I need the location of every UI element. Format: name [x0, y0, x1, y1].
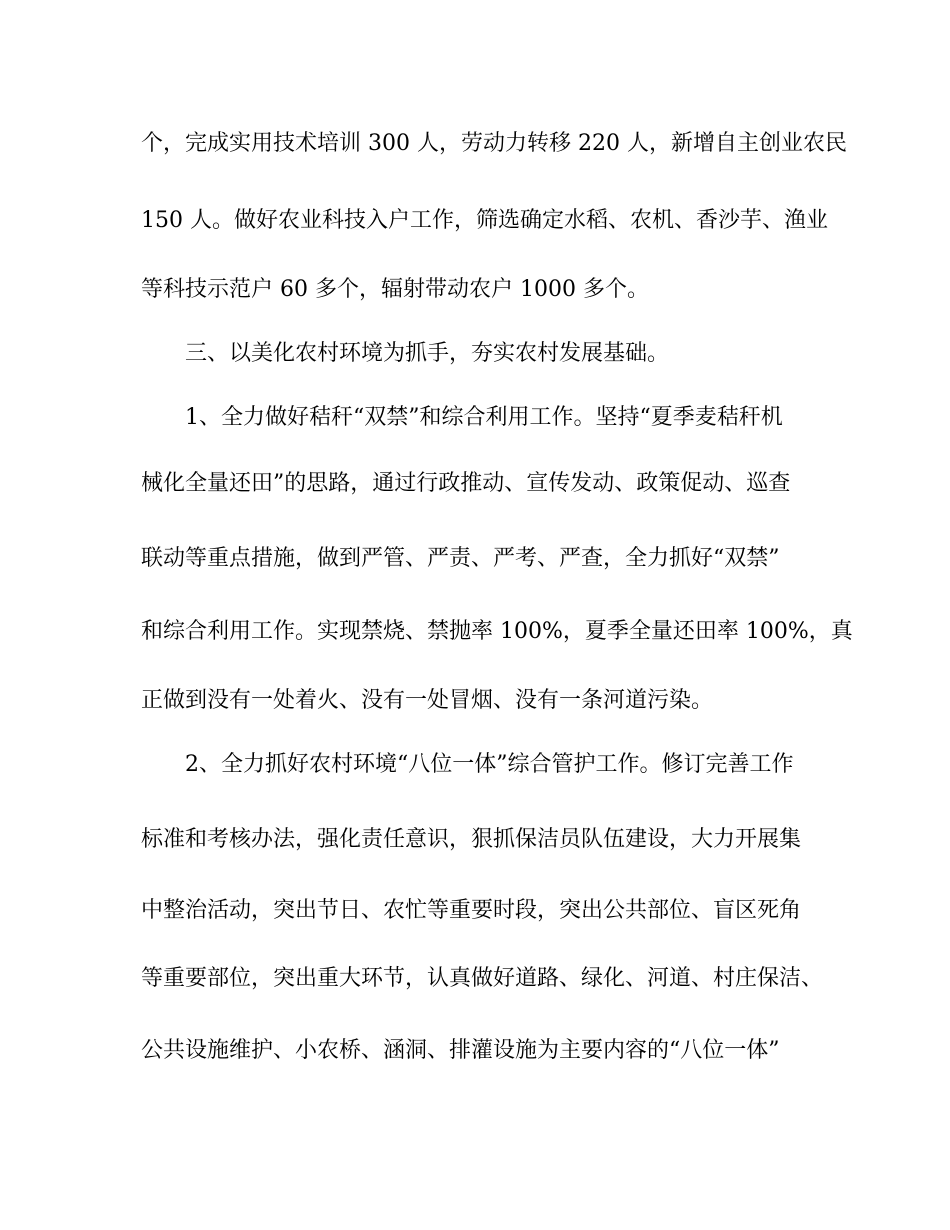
text-line-5: 1、全力做好秸秆“双禁”和综合利用工作。坚持“夏季麦秸秆机: [185, 405, 783, 430]
text-line-6: 械化全量还田”的思路，通过行政推动、宣传发动、政策促动、巡查: [141, 471, 791, 496]
text-line-9: 正做到没有一处着火、没有一处冒烟、没有一条河道污染。: [141, 688, 714, 713]
text-line-13: 等重要部位，突出重大环节，认真做好道路、绿化、河道、村庄保洁、: [141, 966, 824, 991]
text-line-1: 个，完成实用技术培训 300 人，劳动力转移 220 人，新增自主创业农民: [141, 131, 847, 156]
section-heading: 三、以美化农村环境为抓手，夯实农村发展基础。: [185, 341, 670, 366]
text-line-8: 和综合利用工作。实现禁烧、禁抛率 100%，夏季全量还田率 100%，真: [141, 619, 853, 644]
text-line-3: 等科技示范户 60 多个，辐射带动农户 1000 多个。: [141, 277, 649, 302]
text-line-14: 公共设施维护、小农桥、涵洞、排灌设施为主要内容的“八位一体”: [141, 1038, 780, 1063]
text-line-2: 150 人。做好农业科技入户工作，筛选确定水稻、农机、香沙芋、渔业: [141, 208, 828, 233]
text-line-7: 联动等重点措施，做到严管、严责、严考、严查，全力抓好“双禁”: [141, 546, 780, 571]
text-line-11: 标准和考核办法，强化责任意识，狠抓保洁员队伍建设，大力开展集: [141, 827, 802, 852]
text-line-12: 中整治活动，突出节日、农忙等重要时段，突出公共部位、盲区死角: [141, 898, 802, 923]
text-line-10: 2、全力抓好农村环境“八位一体”综合管护工作。修订完善工作: [185, 752, 794, 777]
